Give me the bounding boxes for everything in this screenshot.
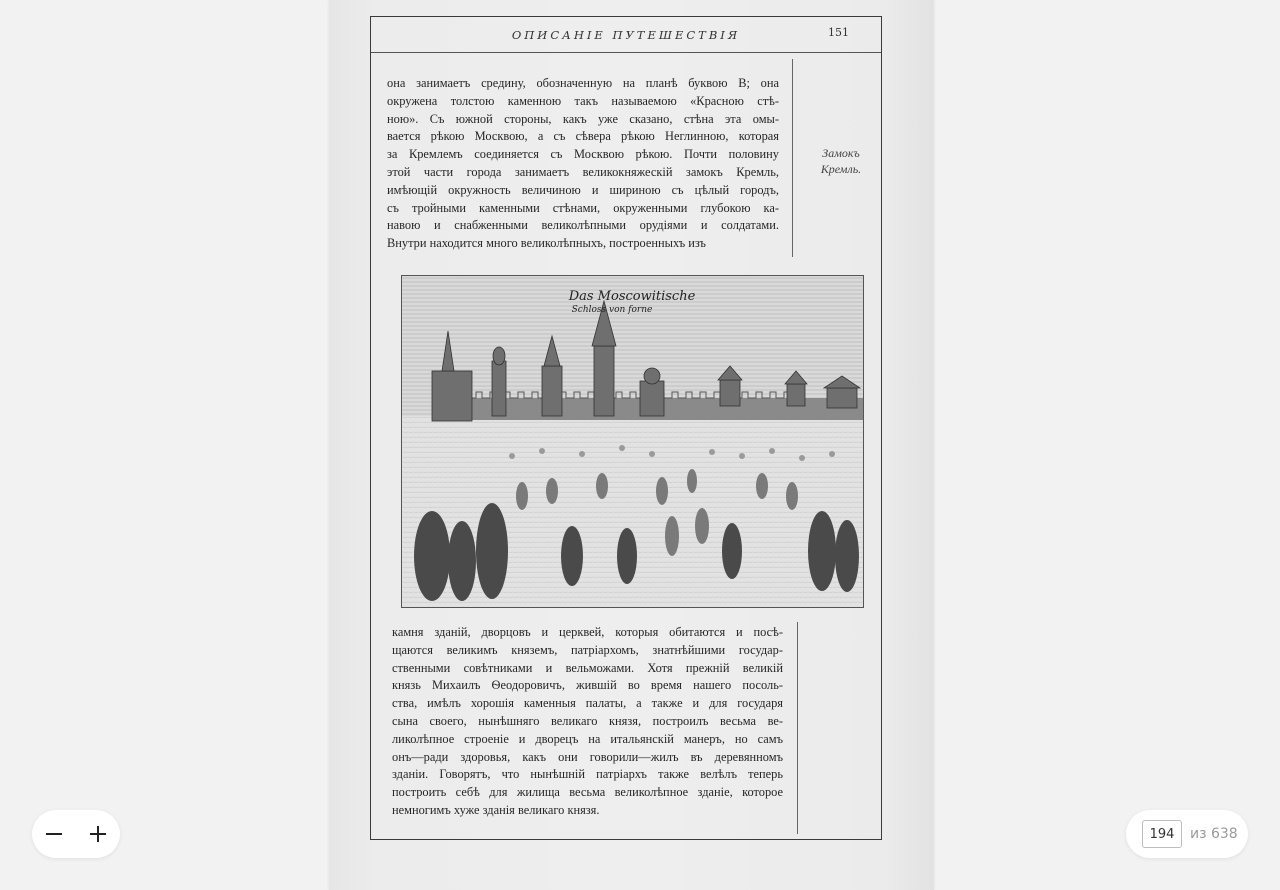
engraving-caption-line: Schloss von forne [571, 305, 653, 315]
engraving-kremlin [401, 275, 864, 608]
text-line: ства, имѣлъ хорошія каменныя палаты, а также и для государя [392, 696, 783, 711]
text-line: имѣющій окружность величиною и шириною съ цѣлый городъ, [387, 182, 779, 197]
text-line: онъ—ради здоровья, какъ они говорили—жилъ въ деревянномъ [392, 749, 783, 764]
text-line: князь Михаилъ Ѳеодоровичъ, жившій во время нашего посоль- [392, 678, 783, 693]
zoom-controls [32, 810, 120, 858]
text-line: она занимаетъ средину, обозначенную на планѣ буквою В; она [387, 76, 779, 90]
running-title: ОПИСАНІЕ ПУТЕШЕСТВІЯ [511, 28, 741, 42]
engraving-caption-line: Das Moscowitische [568, 289, 696, 304]
page-number-input[interactable] [1142, 820, 1182, 848]
margin-note [811, 145, 871, 177]
text-line: навою и снабженными великолѣпными орудіями и солдатами. [387, 218, 779, 233]
text-line: зданіи. Говорятъ, что нынѣшній патріархъ также велѣлъ теперь [392, 767, 783, 782]
text-line: этой части города занимаетъ великокняжескій замокъ Кремль, [387, 164, 779, 179]
zoom-out-button[interactable] [39, 819, 69, 849]
column-rule [797, 622, 798, 834]
margin-note-line: Замокъ [822, 146, 860, 160]
zoom-in-button[interactable] [83, 819, 113, 849]
text-line: сына своего, нынѣшняго великаго князя, построилъ весьма ве- [392, 713, 783, 728]
text-line: ликолѣпное строеніе и дворецъ на итальянскій манеръ, но самъ [392, 731, 783, 746]
text-line: построить себѣ для жилища весьма великолѣпное зданіе, которое [392, 785, 783, 800]
column-rule [792, 59, 793, 257]
text-block-top [387, 75, 779, 253]
text-line: камня зданій, дворцовъ и церквей, которыя обитаются и посѣ- [392, 625, 783, 639]
minus-icon [45, 825, 63, 843]
plus-icon [89, 825, 107, 843]
page-navigator [1126, 810, 1248, 858]
total-pages-label: из 638 [1190, 826, 1238, 842]
text-line: немногимъ хуже зданія великаго князя. [392, 802, 600, 817]
text-block-bottom [392, 624, 783, 820]
text-line: съ тройными каменными стѣнами, окруженными глубокою ка- [387, 200, 779, 215]
text-line: Внутри находится много великолѣпныхъ, построенныхъ изъ [387, 236, 706, 251]
text-line: окружена толстою каменною такъ называемою «Красною стѣ- [387, 93, 779, 108]
text-line: за Кремлемъ соединяется съ Москвою рѣкою. Почти половину [387, 147, 779, 162]
header-rule [371, 52, 881, 53]
margin-note-line: Кремль. [820, 162, 862, 176]
scanned-page [329, 0, 934, 890]
printed-page-number: 151 [828, 26, 849, 39]
page-border [370, 16, 882, 840]
text-line: ственными совѣтниками и вельможами. Хотя прежній великій [392, 660, 783, 675]
text-line: щаются великимъ княземъ, патріархомъ, знатнѣйшими государ- [392, 642, 783, 657]
text-line: вается рѣкою Москвою, а съ сѣвера рѣкою Неглинною, которая [387, 129, 779, 144]
text-line: ною». Съ южной стороны, какъ уже сказано, стѣна эта омы- [387, 111, 779, 126]
